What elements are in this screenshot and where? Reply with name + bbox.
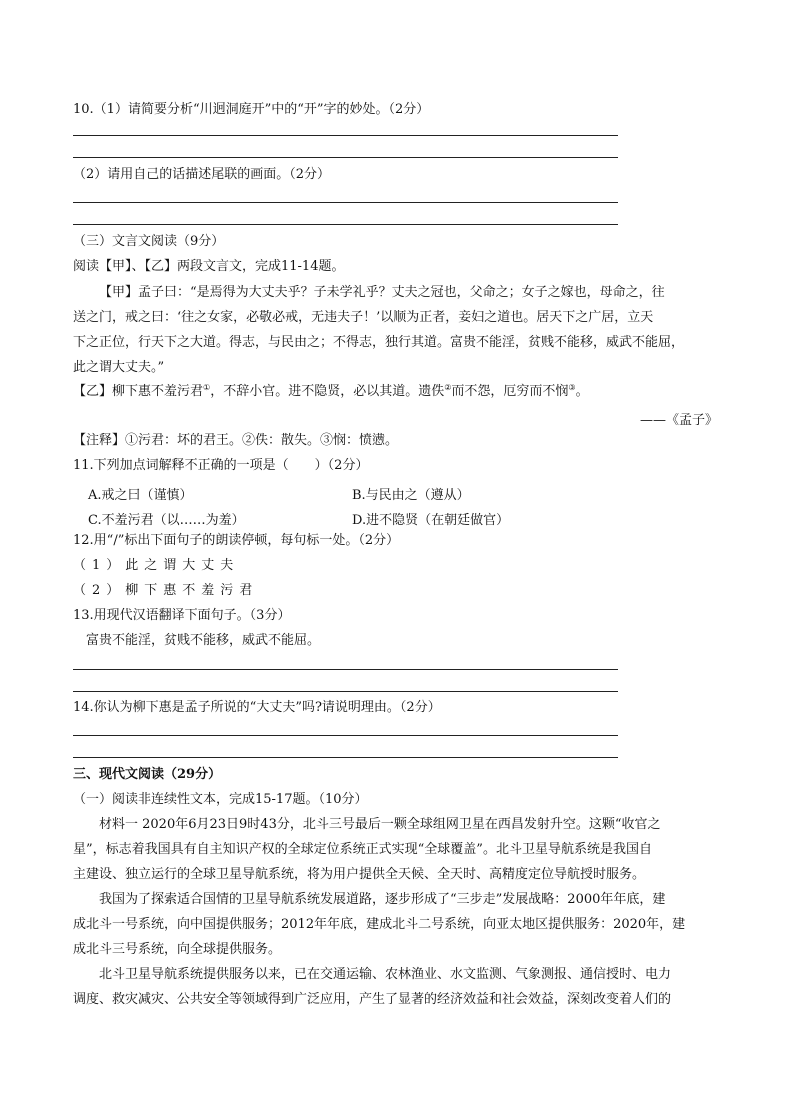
- q11-option-d: D.进不隐贤（在朝廷做官）: [352, 513, 510, 528]
- q11-option-b: B.与民由之（遵从）: [352, 488, 470, 503]
- classical-instruction: 阅读【甲】、【乙】两段文言文，完成11-14题。: [73, 259, 345, 274]
- q11-option-a: A.戒之曰（谨慎）: [88, 488, 193, 503]
- q12-sentence-1: （1）此之谓大丈夫: [73, 558, 240, 573]
- classical-heading: （三）文言文阅读（9分）: [73, 234, 225, 249]
- answer-line: [73, 135, 618, 136]
- jia-line-4: 此之谓大丈夫。”: [73, 360, 165, 375]
- para1-line-3: 主建设、独立运行的全球卫星导航系统，将为用户提供全天候、全天时、高精度定位导航授时服务。: [73, 867, 646, 882]
- para3-line-2: 调度、救灾减灾、公共安全等领域得到广泛应用，产生了显著的经济效益和社会效益，深刻改变着人们的: [73, 992, 672, 1007]
- q10-part1: 10.（1）请简要分析“川迥洞庭开”中的“开”字的妙处。（2分）: [73, 102, 430, 117]
- q13-sentence: 富贵不能淫，贫贱不能移，威武不能屈。: [86, 633, 321, 648]
- q11-option-c: C.不羞污君（以……为羞）: [88, 513, 245, 528]
- answer-line: [73, 735, 618, 736]
- para2-line-1: 我国为了探索适合国情的卫星导航系统发展道路，逐步形成了“三步走”发展战略：2000年年底，建: [99, 892, 666, 907]
- q13-stem: 13.用现代汉语翻译下面句子。（3分）: [73, 608, 291, 623]
- footnote-marker: ③: [568, 383, 576, 392]
- source-citation: ——《孟子》: [639, 413, 718, 428]
- answer-line: [73, 202, 618, 203]
- jia-line-3: 下之正位，行天下之大道。得志，与民由之；不得志，独行其道。富贵不能淫，贫贱不能移，威武不能屈，: [73, 335, 685, 350]
- para1-line-2: 星”，标志着我国具有自主知识产权的全球定位系统正式实现“全球覆盖”。北斗卫星导航系统是我国自: [73, 842, 652, 857]
- answer-line: [73, 669, 618, 670]
- answer-line: [73, 224, 618, 225]
- answer-line: [73, 691, 618, 692]
- para1-line-1: 材料一 2020年6月23日9时43分，北斗三号最后一颗全球组网卫星在西昌发射升空。这颗“收官之: [99, 817, 661, 832]
- q10-part2: （2）请用自己的话描述尾联的画面。（2分）: [73, 167, 331, 182]
- footnote-marker: ①: [203, 383, 211, 392]
- para2-line-3: 成北斗三号系统，向全球提供服务。: [73, 942, 282, 957]
- answer-line: [73, 157, 618, 158]
- answer-line: [73, 757, 618, 758]
- para2-line-2: 成北斗一号系统，向中国提供服务；2012年年底，建成北斗二号系统，向亚太地区提供服务：2020年，建: [73, 917, 686, 932]
- jia-line-2: 送之门，戒之曰：‘往之女家，必敬必戒，无违夫子！’以顺为正者，妾妇之道也。居天下之广居，立天: [73, 310, 654, 325]
- q11-stem: 11.下列加点词解释不正确的一项是（ ）（2分）: [73, 458, 369, 473]
- yi-passage: 【乙】柳下惠不羞污君①，不辞小官。进不隐贤，必以其道。遗佚②而不怨，厄穷而不悯③。: [73, 383, 589, 399]
- annotations: 【注释】①污君：坏的君王。②佚：散失。③悯：愤懑。: [73, 433, 399, 448]
- q12-sentence-2: （2）柳下惠不羞污君: [73, 583, 259, 598]
- para3-line-1: 北斗卫星导航系统提供服务以来，已在交通运输、农林渔业、水文监测、气象测报、通信授时、电力: [99, 967, 672, 982]
- modern-heading: 三、现代文阅读（29分）: [73, 767, 222, 782]
- modern-subheading: （一）阅读非连续性文本，完成15-17题。（10分）: [73, 792, 368, 807]
- q12-stem: 12.用“/”标出下面句子的朗读停顿，每句标一处。（2分）: [73, 533, 400, 548]
- q14-stem: 14.你认为柳下惠是孟子所说的“大丈夫”吗?请说明理由。（2分）: [73, 700, 441, 715]
- jia-line-1: 【甲】孟子曰：“是焉得为大丈夫乎？子未学礼乎？丈夫之冠也，父命之；女子之嫁也，母命之，往: [99, 285, 665, 300]
- footnote-marker: ②: [444, 383, 452, 392]
